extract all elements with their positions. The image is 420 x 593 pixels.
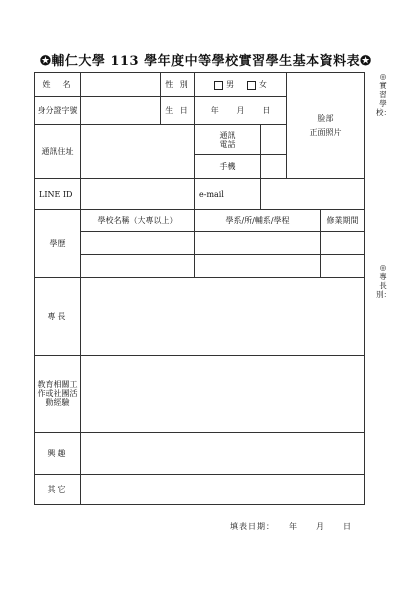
- address-label: 通訊住址: [35, 125, 81, 179]
- phone-label-1: 通訊: [219, 130, 236, 140]
- name-label: 姓 名: [35, 73, 81, 97]
- experience-label-2: 作或社團活: [37, 389, 78, 399]
- photo-area[interactable]: [287, 73, 365, 179]
- study-period-header: 修業期間: [321, 209, 365, 231]
- mobile-label: 手機: [195, 155, 261, 179]
- department-header: 學系/所/輔系/學程: [195, 209, 321, 231]
- birth-year-label: 年: [210, 106, 219, 116]
- female-checkbox[interactable]: [247, 81, 256, 90]
- interests-field[interactable]: [81, 432, 365, 474]
- department-field[interactable]: [195, 254, 321, 277]
- interests-label: 興趣: [35, 432, 81, 474]
- name-field[interactable]: [81, 73, 161, 97]
- photo-label-2: 正面照片: [309, 127, 342, 137]
- phone-field[interactable]: [261, 125, 287, 155]
- email-label: e-mail: [195, 179, 261, 209]
- other-field[interactable]: [81, 474, 365, 504]
- experience-label: [35, 356, 81, 432]
- gender-options: [195, 73, 287, 97]
- specialty-label: 專長: [35, 277, 81, 355]
- male-label: 男: [226, 80, 235, 90]
- address-field[interactable]: [81, 125, 195, 179]
- id-number-field[interactable]: [81, 97, 161, 125]
- study-period-field[interactable]: [321, 254, 365, 277]
- birth-month-label: 月: [236, 106, 245, 116]
- mobile-field[interactable]: [261, 155, 287, 179]
- fill-date: 填表日期： 年 月 日: [230, 522, 352, 531]
- education-label: 學歷: [35, 209, 81, 277]
- form-title: ✪輔仁大學 113 學年度中等學校實習學生基本資料表✪: [40, 54, 372, 69]
- experience-label-3: 動經驗: [45, 398, 70, 408]
- student-info-form: [34, 72, 365, 505]
- school-name-field[interactable]: [81, 254, 195, 277]
- line-id-field[interactable]: [81, 179, 195, 209]
- school-name-header: 學校名稱（大專以上）: [81, 209, 195, 231]
- photo-label-1: 脸部: [317, 113, 334, 123]
- line-id-label: LINE ID: [35, 179, 81, 209]
- other-label: 其它: [35, 474, 81, 504]
- gender-label: 性 別: [161, 73, 195, 97]
- birth-date-field[interactable]: [195, 97, 287, 125]
- study-period-field[interactable]: [321, 231, 365, 254]
- email-field[interactable]: [261, 179, 365, 209]
- id-number-label: 身分證字號: [35, 97, 81, 125]
- phone-label: [195, 125, 261, 155]
- specialty-note: ◎專長別：: [376, 263, 391, 299]
- department-field[interactable]: [195, 231, 321, 254]
- male-checkbox[interactable]: [214, 81, 223, 90]
- birth-day-label: 日: [262, 106, 271, 116]
- internship-school-note: ◎實習學校：: [376, 72, 391, 117]
- female-label: 女: [258, 80, 267, 90]
- experience-field[interactable]: [81, 356, 365, 432]
- experience-label-1: 教育相關工: [37, 380, 78, 390]
- specialty-field[interactable]: [81, 277, 365, 355]
- birth-label: 生 日: [161, 97, 195, 125]
- phone-label-2: 電話: [219, 139, 236, 149]
- school-name-field[interactable]: [81, 231, 195, 254]
